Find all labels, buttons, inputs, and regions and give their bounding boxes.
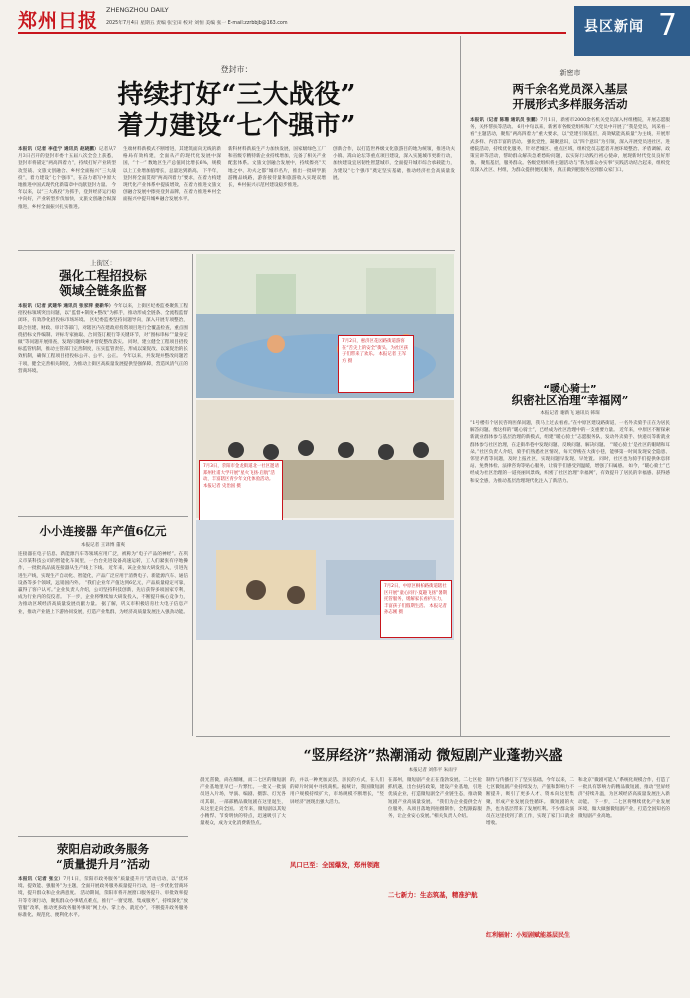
- shangjie-kicker: 上街区：: [90, 259, 116, 267]
- xingyang-body: [18, 876, 188, 992]
- lead-kicker: 登封市：: [220, 65, 253, 74]
- newspaper-english-name: ZHENGZHOU DAILY: [106, 6, 169, 14]
- nuanxin-byline: 本报记者 谢新飞 通讯员 韩琛: [540, 411, 600, 416]
- lead-body-col2: 生端材料新模式不断增进，其建筑面向无线的新格局有效构建，全面从产的现代化发展中深国，“十一” 数地区生产总值同比增长6%，规模以上工业增加值增长，总量达到新高。 下半年，登封将全面贯彻“两高四着力”要求，在着力构建现代化产业体系中提质增效，在着力推进文旅文创融合发展中擦亮登封品牌，在着力推进乡村全面振兴中提升城乡融合发展水平。: [123, 147, 221, 203]
- feature-headline: “竖屏经济”热潮涌动 微短剧产业蓬勃兴盛: [303, 748, 563, 764]
- xingyang-headline-line2: “质量提升月”活动: [56, 857, 150, 871]
- lead-body-col1: [18, 146, 116, 246]
- photo-water-play: [196, 254, 454, 398]
- section-divider: [196, 736, 670, 737]
- xingyang-text: 7月1日，荥阳市政务服务“质量提升月”活动启动，以“优环境、提效能、强服务”为主题，全面开展政务服务质量提升行动，进一步优化营商环境，提升群众和企业满意度。 活动期间，荥阳市将开展窗口服务提升、审批效率提升等专项行动，聚焦群众办事堵点难点，推行“一窗受理、集成服务”，持续深化“放管服”改革，推动更多政务服务事项“网上办、掌上办、就近办”，不断提升政务服务标准化、规范化、便利化水平。: [18, 877, 188, 919]
- caption-3: 7月2日，中原区桐柏路街道辖社区开展“童心同行·夏趣飞扬”暑期托管服务，缓解家长看护压力，丰富孩子们假期生活。 本报记者 孙志刚 摄: [380, 580, 452, 638]
- feature-col2: 的，并以一种更加灵活、亲民的方式，在人们的碎片时间中寻找商机。据统计，我国微短剧用户规模持续扩大，市场规模不断增长，“竖屏经济”展现出强大活力。: [290, 778, 384, 805]
- xingyang-headline-line1: 荥阳启动政务服务: [57, 842, 149, 856]
- feature-col2-wrap: [290, 777, 384, 987]
- section-band: [574, 6, 690, 56]
- column-divider: [460, 36, 461, 736]
- nuanxin-headline-line1: “暖心骑士”: [543, 384, 597, 395]
- lead-body-col4: 创新合作，以打造世界级文化旅游目的地为统领，推进功夫小镇、嵩山论坛等重点项目建设，深入实施城市更新行动，加快建设宜居韧性智慧城市，全面提升城市综合承载能力，为建设“七个强市”奠定坚实基础，推动经济社会高质量发展。: [333, 147, 455, 181]
- section-divider: [18, 836, 188, 837]
- lead-body-col3: 新科材料新质生产力加快发展，国家级绿色工厂和省级专精特新企业持续增加，完备了相关产业配套体系。文旅文创融合发展中，持续擦亮“天地之中、功夫之都”城市名片，推出一批研学旅游精品线路，游客接待量和旅游收入实现双增长，乡村振兴示范村建设稳步推进。: [228, 147, 326, 189]
- right-text: 7月1日，新密市2000余名机关党员深入村组楼院，开展志愿服务，关怀帮扶等活动。 6月中旬以来，新密市各级党组织和广大党员中开展了“我是党员，风采看一看”主题活动，聚焦“两高四着力”重大要求，以“党建引领基层，高效赋能高质量”为主线，开展形式多样、内容丰富的活动。 强化党性，凝聚意识，以“四个意识”为引领，深入开展党员进社区、进楼院活动，持续优化服务，针对老城区、重点区域，组织党员志愿者开展环境整治、矛盾调解、政策宣讲等活动，帮助群众解决急难愁盼问题，以实际行动践行初心使命，展现新时代党员良好形象。 聚焦基层，服务群众。各级党组织将主题活动与“我为群众办实事”实践活动结合起来，组织党员深入社区、村组，为群众提供便民服务，真正做到把服务送到群众家门口。: [470, 118, 670, 174]
- nuanxin-body: “1号楼有个居民咨询医保问题，我马上过去看看。”在中原区建设路街道，一名外卖骑手正在为居民解答问题。像这样的“暖心骑士”，已经成为社区治理中的一支重要力量。 近年来，中原区不断探索新就业群体参与基层治理的新模式，组建“暖心骑士”志愿服务队，发动外卖骑手、快递员等新就业群体参与社区治理，在走街串巷中发现问题、反映问题、解决问题。 “‘暖心骑士’是社区的眼睛和耳朵。”社区负责人介绍，骑手们熟悉社区情况，每天穿梭在大街小巷，能够第一时间发现安全隐患、邻里矛盾等问题，及时上报社区，实现问题早发现、早处置。 同时，社区也为骑手们提供休息驿站、免费体检、法律咨询等贴心服务，让骑手们感受到温暖，增强了归属感。 如今，“暖心骑士”已经成为社区治理的一道亮丽风景线，织密了社区治理“幸福网”，有效提升了居民的幸福感、获得感和安全感，为推动基层治理现代化注入了新活力。: [470, 421, 670, 484]
- nuanxin-headline-line2: 织密社区治理“幸福网”: [511, 393, 629, 407]
- shangjie-text: 今年以来，上街区纪委监委聚焦工程招投标领域突出问题，以“监督+制度+整改”为抓手，推动形成全链条、全流程监督闭环，有效净化招投标市场环境。 区纪委监委坚持问题导向，深入开展专项整治，联合住建、财政、审计等部门，对辖区内在建政府投资项目进行全覆盖检查，重点围绕招标文件编制、评标专家抽取、合同签订履行等关键环节，对“围标串标”“量身定做”等问题开展排查，发现问题线索并督促整改落实。 同时，建立健全工程项目招投标监管机制，推动主管部门完善制度，压实监管责任，形成以案促改、以案促治的长效机制，确保工程项目招投标公开、公平、公正。 今年以来，共发现并整改问题若干项，健全完善相关制度，为推动上街区高质量发展提供坚强保障，营造风清气正的营商环境。: [18, 304, 188, 374]
- feature-sub3: 红利辐射：小短剧赋能基层民生: [486, 932, 571, 939]
- caption-1: 7月2日，惠济区花园路街道游客在“舌尖上的安全”街头，为社区孩子们带来了欢乐。 本报记者 王军方 摄: [338, 335, 414, 393]
- feature-col4: 制作与传播打下了坚实基础。今年以来，二七区微短剧产业持续发力，产值和影响力不断提升，吸引了更多人才、资本向这里集聚，形成产业发展良性循环。 微短剧的火热，也为基层带来了发展红利。不少群众演员在这里找到了新工作，实现了家门口就业增收。: [486, 778, 574, 827]
- lead-byline: 本报讯（记者 李佳宁 通讯员 赵晓鹏）: [18, 147, 99, 152]
- feature-sub2: 二七新力：生态筑基，精准护航: [388, 891, 478, 899]
- shangjie-body: [18, 303, 188, 503]
- section-name: 县区新闻: [584, 19, 644, 35]
- feature-col1: 晨光熹微，尚在酣睡，而二七区的微短剧产业基地里早已一片繁忙。一批又一批演员进入片场，导演、编剧、摄影、灯光各司其职，一部部精品微短剧在这里诞生，从这里走向全国。 近年来，微短剧以其短小精悍、节奏明快的特点，迅速吸引了大量观众，成为文化消费新热点。: [200, 778, 286, 827]
- shangjie-byline: 本报讯（记者 武建华 通讯员 张家萍 姜新华）: [18, 304, 114, 309]
- feature-col4-wrap: [486, 777, 574, 987]
- feature-col3-wrap: [388, 777, 482, 987]
- page-number: 7: [658, 8, 678, 43]
- xiao-headline: 小小连接器 年产值6亿元: [39, 524, 167, 538]
- shangjie-headline-line1: 强化工程招投标: [59, 268, 147, 283]
- feature-col5: 和北京“微剧可能人”系统化规模合作，打造了一批具有影响力的精品微短剧，推动“竖屏经济”持续升温，为区域经济高质量发展注入新动能。 下一步，二七区将继续优化产业发展环境，做大做强微短剧产业，打造全国知名的微短剧产业高地。: [578, 778, 670, 820]
- feature-sub1: 风口已至：全国爆发，郑州领跑: [290, 861, 380, 869]
- lead-text-1: 记者从7月3日召开的登封市委十五届八次全会上获悉，登封市将锚定“两高四着力”，持续打好产业转型攻坚战、文旅文创融合、乡村全面振兴“三大战役”，着力建设“七个强市”，在奋力谱写中原大地推进中国式现代化新篇章中贡献登封力量。 今年以来，以“三大战役”为抓手，登封经济运行稳中向好，产业转型步伐加快，文旅文创融合纵深推进，乡村全面振兴扎实推进。: [18, 147, 116, 210]
- issue-meta: 2025年7月4日 星期五 责编 张宝田 校对 刘恒 美编 张一 E-mail:zzrbbjb@163.com: [106, 21, 288, 26]
- masthead-rule: [18, 32, 566, 34]
- lead-headline-line2: 着力建设“七个强市”: [117, 111, 356, 141]
- shangjie-headline-line2: 领域全链条监督: [59, 283, 147, 298]
- lead-headline-line1: 持续打好“三大战役”: [117, 80, 356, 110]
- section-divider: [18, 516, 188, 517]
- right-headline-line2: 开展形式多样服务活动: [512, 97, 628, 111]
- xiao-byline: 本报记者 王译博 董爽: [80, 543, 126, 548]
- photo-water-play-art: [196, 254, 454, 398]
- caption-2: 7月3日，荥阳市金龙街道北一社区邀请郑州杜甫大学开展“星火飞扬·启航”活动，丰富辖区青少年文化体验活动。 本报记者 史治国 摄: [199, 460, 283, 522]
- section-divider: [18, 250, 455, 251]
- right-byline: 本报讯（记者 陈珊 通讯员 张鹏）: [470, 118, 541, 123]
- right-kicker: 新密市: [559, 69, 581, 77]
- xingyang-byline: 本报讯（记者 张立）: [18, 877, 64, 882]
- right-body: [470, 117, 670, 347]
- feature-byline: 本报记者 刘伟平 朱雨宇: [408, 768, 458, 773]
- column-divider: [192, 254, 193, 736]
- newspaper-logo: 郑州日报: [18, 10, 99, 32]
- feature-col3: 在郑州，微短剧产业正在蓬勃发展。二七区抢抓机遇，出台扶持政策，建设产业基地，引进优质企业，打造微短剧全产业链生态，推动微短剧产业高质量发展。 “我们为企业提供全方位服务，从项目落地到拍摄制作，全程跟踪服务，让企业安心发展。”相关负责人介绍。: [388, 778, 482, 820]
- xiao-body: 连接器在电子信息、新能源汽车等领域应用广泛，被称为“电子产品的神经”。在巩义市某科技公司的智能化车间里，一台台先进设备高速运转，工人们紧张有序地操作，一批批高品质连接器从生产线上下线。 近年来，该企业加大研发投入，引进先进生产线，实现生产自动化、智能化，产品广泛应用于消费电子、新能源汽车、通信设备等多个领域，远销国内外。 “我们企业年产值达到6亿元，产品质量稳定可靠，赢得了客户认可。”企业负责人介绍，公司坚持科技创新，先后获得多项国家专利，成为行业内的佼佼者。 下一步，企业将继续加大研发投入，不断提升核心竞争力，为推动区域经济高质量发展贡献力量。 据了解，巩义市积极培育壮大电子信息产业，推动产业链上下游协同发展，打造产业集群，为经济高质量发展注入强劲动能。: [18, 552, 188, 615]
- right-headline-line1: 两千余名党员深入基层: [512, 82, 628, 96]
